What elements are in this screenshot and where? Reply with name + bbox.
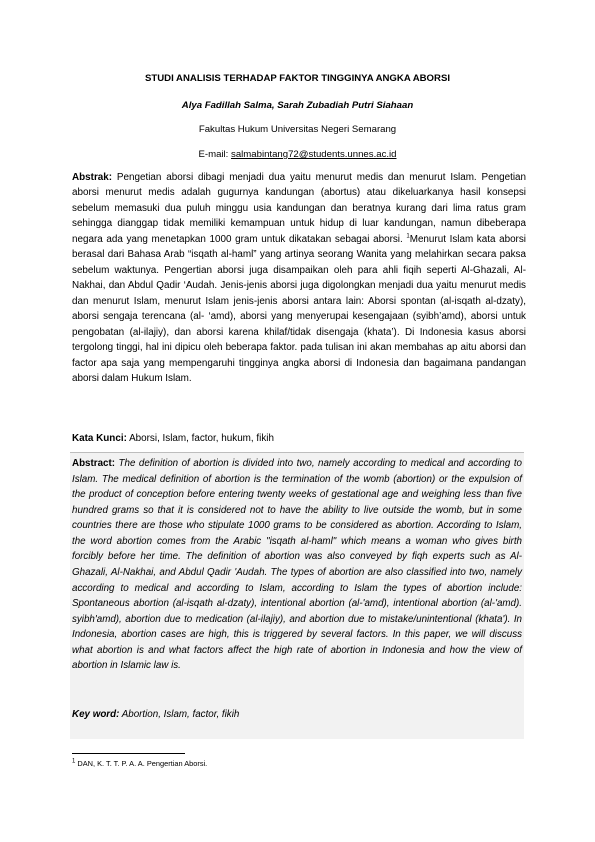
author-affiliation: Fakultas Hukum Universitas Negeri Semarang	[198, 124, 397, 135]
abstract-text: The definition of abortion is divided into two, namely according to medical and according to Islam. The medical definition of abortion is the termination of the womb (abortion) or the expulsion of the product of conception before entering twenty weeks of gestational age and weighing less than five hundred grams so that it is considered not to have the ability to live outside the womb, but in some countries there are those who stipulate 1000 grams to be considered as abortion. According to Islam, the word abortion comes from the Arabic "isqath al-haml" which means a woman who gives birth forcibly before her time. The definition of abortion was also conveyed by fiqh experts such as Al-Ghazali, Al-Nakhai, and Abdul Qadir 'Audah. The types of abortion are also classified into two, namely according to medical and according to Islam, according to Islam the types of abortion include: Spontaneous abortion (al-isqath al-dzaty), intentional abortion (al-'amd), intentional abortion (al-'amd). syibh'amd), abortion due to medication (al-ilajiy), and abortion due to mistake/unintentional (khata'). In Indonesia, abortion cases are high, this is triggered by several factors. In this paper, we will discuss what abortion is and what factors affect the high rate of abortion in Indonesia and how the view of abortion in Islamic law is.	[72, 458, 522, 672]
kata-kunci-line	[72, 433, 523, 444]
footnote-divider	[72, 753, 185, 754]
abstrak-paragraph	[72, 170, 526, 387]
abstrak-label: Abstrak:	[72, 172, 113, 183]
email-label: E-mail:	[198, 149, 232, 160]
footnote-number: 1	[72, 758, 76, 765]
abstract-label: Abstract:	[72, 458, 116, 469]
key-word-label: Key word:	[72, 709, 120, 720]
abstrak-text-part-1: Pengetian aborsi dibagi menjadi dua yaitu menurut medis dan menurut Islam. Pengetian aborsi menurut medis adalah gugurnya kandungan (abortus) atau dikeluarkanya hasil konsepsi sebelum memasuki dua puluh minggu usia kandungan dan beratnya kurang dari lima ratus gram sehingga dianggap tidak memiliki kemampuan untuk hidup di luar kandungan, namun dibeberapa negara ada yang menetapkan 1000 gram untuk dikatakan sebagai aborsi.	[72, 172, 526, 245]
paper-authors: Alya Fadillah Salma, Sarah Zubadiah Putri Siahaan	[181, 100, 414, 111]
footnote-reference[interactable]: 1	[406, 233, 410, 240]
key-word-text: Abortion, Islam, factor, fikih	[119, 709, 240, 720]
kata-kunci-text: Aborsi, Islam, factor, hukum, fikih	[126, 433, 274, 444]
author-email-line	[72, 149, 523, 160]
paper-title: STUDI ANALISIS TERHADAP FAKTOR TINGGINYA ANGKA ABORSI	[144, 73, 451, 84]
kata-kunci-label: Kata Kunci:	[72, 433, 127, 444]
footnote-text: DAN, K. T. T. P. A. A. Pengertian Aborsi.	[75, 759, 208, 768]
abstract-paragraph	[72, 456, 522, 674]
footnote	[72, 759, 207, 768]
key-word-line	[72, 709, 522, 720]
abstrak-text-part-2: Menurut Islam kata aborsi berasal dari Bahasa Arab “isqath al-haml” yang artinya seorang Wanita yang melahirkan secara paksa sebelum waktunya. Pengertian aborsi juga disampaikan oleh para ahli fiqih seperti Al-Ghazali, Al-Nakhai, dan Abdul Qadir ‘Audah. Jenis-jenis aborsi juga digolongkan menjadi dua yaitu menurut medis dan menurut Islam, menurut Islam jenis-jenis aborsi antara lain: Aborsi spontan (al-isqath al-dzaty), aborsi sengaja terencana (al- ‘amd), aborsi yang menyerupai kesengajaan (syibh’amd), aborsi untuk pengobatan (al-ilajiy), dan aborsi karena khilaf/tidak disengaja (khata’). Di Indonesia kasus aborsi tergolong tinggi, hal ini dipicu oleh beberapa faktor. pada tulisan ini akan membahas ap aitu aborsi dan factor apa saja yang mempengaruhi tingginya angka aborsi di Indonesia dan bagaimana pandangan aborsi dalam Hukum Islam.	[72, 233, 526, 385]
email-link[interactable]: salmabintang72@students.unnes.ac.id	[231, 149, 397, 160]
